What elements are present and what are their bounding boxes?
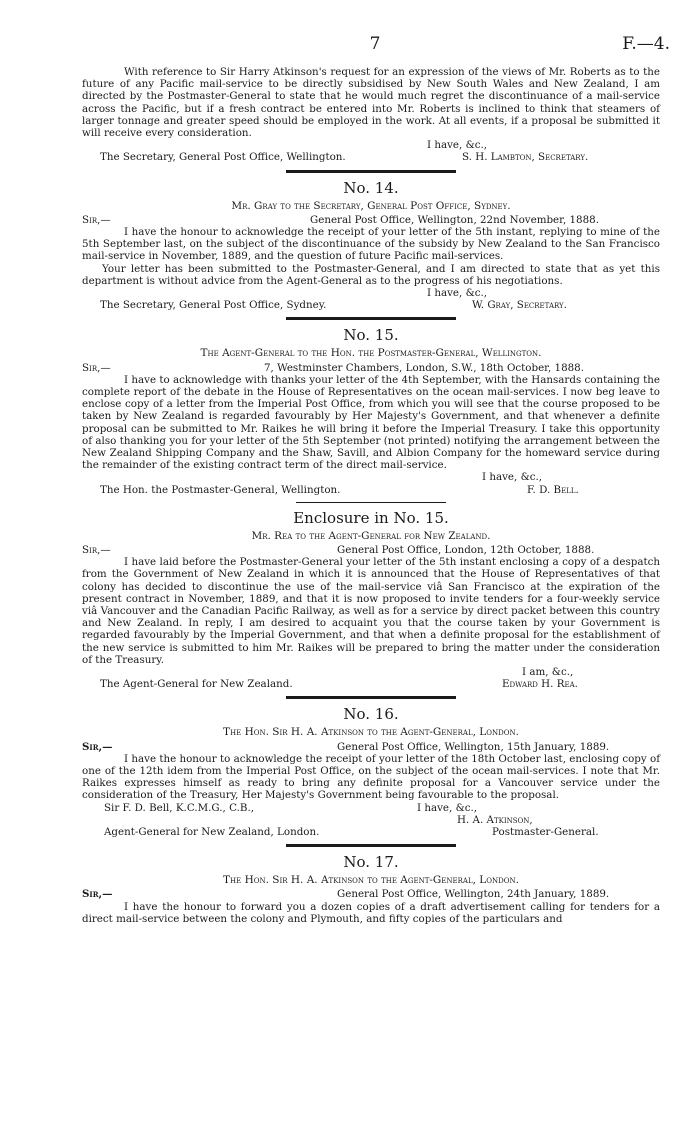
intro-signature: S. H. Lambton, Secretary. [462, 151, 589, 164]
letter-paragraph: Your letter has been submitted to the Postmaster-General, and I am directed to state that as yet this department is without advice from the Agent-General as to the progress of his negotiations. [82, 262, 660, 287]
letter-title: Mr. Gray to the Secretary, General Post Office, Sydney. [231, 199, 511, 212]
dateline: General Post Office, Wellington, 22nd November, 1888. [310, 213, 599, 226]
salutation: Sir,— [82, 213, 111, 226]
signature-title: Postmaster-General. [492, 825, 599, 838]
page-number: 7 [369, 34, 381, 54]
dateline: General Post Office, Wellington, 15th January, 1889. [337, 740, 610, 753]
signature: F. D. Bell. [527, 483, 579, 496]
letter-no-15 [82, 326, 660, 495]
section-divider [286, 696, 456, 699]
enclosure-no-15 [82, 509, 660, 691]
closing: I have, &c., [427, 287, 488, 299]
document-reference: F.—4. [622, 34, 670, 54]
letter-title: The Agent-General to the Hon. the Postmaster-General, Wellington. [200, 347, 542, 360]
letter-heading: No. 17. [343, 853, 399, 872]
dateline: General Post Office, Wellington, 24th January, 1889. [337, 888, 610, 901]
letter-no-17 [82, 853, 660, 925]
letter-paragraph: I have laid before the Postmaster-General your letter of the 5th instant enclosing a copy of a despatch from the Government of New Zealand in which it is announced that the House of Representatives of that colony has decided to discontinue the use of the mail-service viâ San Francisco at the expiration of the present contract in November, 1889, and that it is now proposed to invite tenders for a four-weekly service viâ Vancouver and the Canadian Pacific Railway, as well as for a service by direct packet between this country and New Zealand. In reply, I am desired to acquaint you that the course taken by your Government is regarded favourably by the Imperial Government, and that when a definite proposal for the establishment of the new service is submitted to him Mr. Raikes will be prepared to bring the matter under the consideration of the Treasury. [82, 556, 660, 666]
letter-paragraph: I have the honour to forward you a dozen copies of a draft advertisement calling for tenders for a direct mail-service between the colony and Plymouth, and fifty copies of the particulars and [82, 900, 660, 925]
page-header [80, 34, 670, 58]
letter-title: The Hon. Sir H. A. Atkinson to the Agent-General, London. [223, 726, 519, 739]
closing: I have, &c., [482, 471, 543, 484]
page-content [82, 66, 660, 925]
addressee: The Agent-General for New Zealand. [100, 678, 293, 691]
letter-heading: Enclosure in No. 15. [293, 508, 449, 527]
addressee: The Secretary, General Post Office, Sydney. [100, 299, 327, 312]
letter-title: The Hon. Sir H. A. Atkinson to the Agent-General, London. [223, 874, 519, 887]
section-divider [296, 502, 446, 503]
signature: Edward H. Rea. [502, 678, 578, 691]
intro-closing: I have, &c., [427, 139, 488, 152]
letter-paragraph: I have the honour to acknowledge the receipt of your letter of the 18th October last, enclosing copy of one of the 12th idem from the Imperial Post Office, on the subject of the ocean mail-services. I note that Mr. Raikes expresses himself as ready to bring any definite proposal for a Vancouver service under the consideration of the Treasury, Her Majesty's Government being favourable to the proposal. [82, 752, 660, 802]
intro-letter [82, 66, 660, 164]
letter-paragraph: I have the honour to acknowledge the receipt of your letter of the 5th instant, replying to mine of the 5th September last, on the subject of the discontinuance of the subsidy by New Zealand to the San Francisco mail-service in November, 1889, and the question of future Pacific mail-services. [82, 225, 660, 263]
salutation: Sir,— [82, 888, 113, 901]
dateline: General Post Office, London, 12th October, 1888. [337, 543, 595, 556]
letter-paragraph: I have to acknowledge with thanks your letter of the 4th September, with the Hansards containing the complete report of the debate in the House of Representatives on the ocean mail-services. I now beg leave to enclose copy of a letter from the Imperial Post Office, from which you will see that the course proposed to be taken by New Zealand is regarded favourably by Her Majesty's Government, and that whenever a definite proposal can be submitted to Mr. Raikes he will bring it before the Imperial Treasury. I take this opportunity of also thanking you for your letter of the 5th September (not printed) notifying the arrangement between the New Zealand Shipping Company and the Shaw, Savill, and Albion Company for the homeward service during the remainder of the existing contract term of the direct mail-service. [82, 373, 660, 472]
closing: I have, &c., [417, 801, 478, 814]
salutation: Sir,— [82, 361, 111, 374]
letter-no-14 [82, 179, 660, 312]
recipient-title: Agent-General for New Zealand, London. [104, 825, 320, 838]
intro-body: With reference to Sir Harry Atkinson's request for an expression of the views of Mr. Roberts as to the future of any Pacific mail-service to be directly subsidised by New South Wales and New Zealand, I am directed by the Postmaster-General to state that he would much regret the discontinuance of a mail-service across the Pacific, but if a fresh contract be entered into Mr. Roberts is inclined to think that steamers of larger tonnage and greater speed should be employed in the work. At all events, if a proposal be submitted it will receive every consideration. [82, 66, 660, 140]
closing: I am, &c., [522, 665, 574, 678]
dateline: 7, Westminster Chambers, London, S.W., 18th October, 1888. [264, 361, 584, 374]
section-divider [286, 170, 456, 173]
signature-name: H. A. Atkinson, [457, 813, 533, 826]
letter-heading: No. 15. [343, 326, 399, 345]
salutation: Sir,— [82, 543, 111, 556]
letter-no-16 [82, 705, 660, 838]
recipient-name: Sir F. D. Bell, K.C.M.G., C.B., [104, 801, 254, 814]
section-divider [286, 844, 456, 847]
salutation: Sir,— [82, 740, 113, 753]
letter-title: Mr. Rea to the Agent-General for New Zealand. [251, 529, 491, 542]
intro-addressee: The Secretary, General Post Office, Wellington. [100, 151, 346, 164]
letter-heading: No. 14. [343, 178, 399, 197]
signature: W. Gray, Secretary. [472, 299, 567, 312]
letter-heading: No. 16. [343, 705, 399, 724]
addressee: The Hon. the Postmaster-General, Wellington. [100, 483, 341, 496]
section-divider [286, 317, 456, 320]
